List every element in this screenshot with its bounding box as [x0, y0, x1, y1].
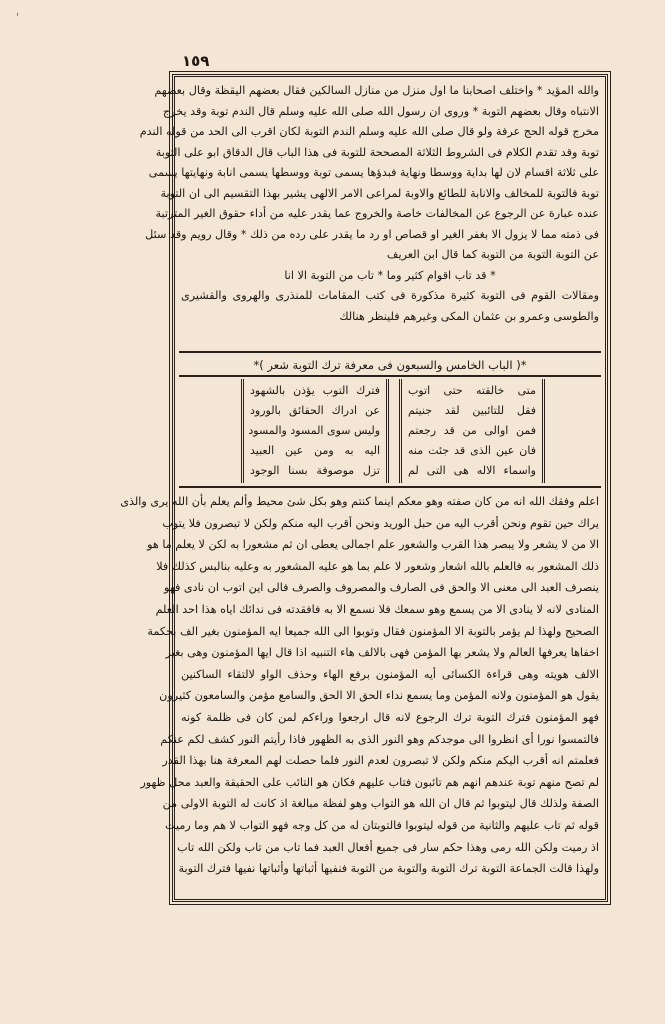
scan-speck: '	[16, 12, 19, 23]
text-line: يقول هو المؤمنون ولانه المؤمن وما يسمع نداء الحق الا الحق والسامع مؤمن والسامعون كثيرون	[159, 689, 599, 703]
text-line: اخفاها يعرفها العالم ولا يشعر بها المؤمن فهى بالالف هاء التنبيه اذا قال ايها المؤمنون وهى بغير	[165, 646, 599, 660]
text-line: الانتباه وقال بعضهم التوبة * وروى ان رسول الله صلى الله عليه وسلم قال الندم توبة وقد يخرج	[162, 104, 599, 118]
text-line: والله المؤيد * واختلف اصحابنا ما اول منزل من منازل السالكين فقال بعضهم اليقظة وقال بعضهم	[154, 84, 599, 97]
text-line: الالف هويته وهى قراءة الكسائى أيه المؤمنون برفع الهاء وحذف الواو لالتقاء الساكنين	[181, 667, 599, 681]
poem-hemistich: فترك التوب يؤذن بالشهود	[250, 384, 380, 397]
text-line: يراك حين تقوم ونحن أقرب اليه من حبل الوريد ونحن أقرب اليه منكم ولكن لا تبصرون فلا يتوب	[162, 516, 599, 530]
text-line: فالتمسوا نورا أى انظروا الى موجدكم وهو النور الذى به الظهور فاذا رأيتم النور كشف لكم عنكم	[160, 732, 599, 746]
text-line: قوله ثم تاب عليهم والثانية من قوله ليتوبوا فالتوبتان له من كل وجه فهو التواب لا هم وما رميت	[164, 818, 599, 832]
poem-hemistich: فمن اوالى من قد رجعتم	[408, 424, 536, 437]
text-line: ومقالات القوم فى التوبة كثيرة مذكورة فى كتب المقامات للمنذرى والهروى والقشيرى	[181, 289, 599, 302]
top-text-block	[139, 81, 599, 327]
chapter-heading: *( الباب الخامس والسبعون فى معرفة ترك التوبة شعر )*	[253, 358, 527, 372]
page-frame	[120, 74, 608, 902]
text-line: الصفة ولذلك قال ليتوبوا ثم قال ان الله هو التواب وهو لفظة مبالغة اذ كانت له التوبة الاولى من	[162, 797, 599, 811]
text-line: فى ذمته مما لا يزول الا بغفر الغير او قصاص او رد ما يقدر على رده من ذلك * وقال رويم وقد سئل	[145, 227, 599, 241]
text-line: اذ رميت ولكن الله رمى وهذا حكم سار فى جميع أفعال العبد فما تاب من تاب ولكن الله تاب	[177, 840, 599, 854]
poem-hemistich: تزل موصوفة بسنا الوجود	[250, 464, 380, 477]
text-line: اعلم وفقك الله انه من كان صفته وهو معكم اينما كنتم وهو بكل شئ محيط وألم يعلم بأن الله يرى والذى	[120, 495, 599, 508]
poem-right-column	[399, 379, 545, 483]
poem-hemistich: متى خالقته حتى اتوب	[408, 384, 536, 397]
poem-hemistich: اليه به ومن عين العبيد	[250, 444, 380, 457]
text-line: ذلك المشعور به فالعلم بالله اشعار وشعور لا علم بما هو عليه المشعور به وعليه بنالبس كذلك فلا	[156, 559, 599, 573]
poem-hemistich: عن ادراك الحقائق بالورود	[250, 404, 380, 417]
poem-hemistich: واسماء الاله هى التى لم	[408, 464, 536, 477]
text-line: فعلمتم انه أقرب اليكم منكم ولكن لا تبصرون لعدم النور فلما حصلت لهم المعرفة هنا بهذا القدر	[162, 754, 599, 768]
text-line: توبة وقد تقدم الكلام فى الشروط الثلاثة المصححة للتوبة فى هذا الباب قال الدقاق ابو على التوبة	[155, 145, 599, 159]
text-line: توبة فالتوبة للمخالف والانابة للطائع والاوبة لمراعى الامر الالهى يشير بهذا التقسيم الى ان التوبة	[160, 186, 599, 200]
text-line: عن التوبة التوبة من التوبة كما قال ابن العريف	[386, 248, 599, 261]
text-line: الا من لا يشعر ولا يبصر هذا القرب والشعور علم اجمالى يعطى ان ثم مشعورا به لكن لا يعلم ما هو	[147, 538, 599, 552]
poem-left-column	[241, 379, 389, 483]
text-line: فهو المؤمنون فترك التوبة ترك الرجوع لانه قال ارجعوا وراءكم لمن كان فى ظلمة كونه	[181, 710, 599, 724]
divider	[179, 375, 601, 377]
text-line: الصحيح ولهذا لم يؤمر بالتوبة الا المؤمنون فقال وتوبوا الى الله جميعا ايه المؤمنون بغير الف بحكمة	[147, 624, 599, 638]
divider	[179, 486, 601, 488]
verse-line: * قد تاب اقوام كثير وما * تاب من التوبة الا انا	[284, 268, 496, 282]
text-line: ولهذا قالت الجماعة التوبة ترك التوبة والتوبة من التوبة فنفيها أثباتها وأثباتها نفيها فترك التوبة	[178, 862, 599, 876]
poem-hemistich: فقل للتائبين لقد جنيتم	[408, 404, 536, 417]
page-number: ١٥٩	[182, 52, 210, 70]
text-line: لم تصح منهم توبة عندهم انهم هم تائبون فتاب عليهم فكان هو التائب على الحقيقة والعبد محل ظهور	[140, 775, 599, 789]
text-line: والطوسى وعمرو بن عثمان المكى وغيرهم فلينظر هنالك	[339, 309, 599, 323]
poem-hemistich: فان عين الذى قد جئت منه	[408, 444, 536, 457]
poem-hemistich: وليس سوى المسود والمسود	[248, 424, 380, 437]
text-line: المنادى لانه لا ينادى الا من يسمع وهو سمعك فلا نسمع الا به فافقدته فى ندائك اياه هذا احد العلم	[155, 602, 599, 616]
text-line: على ثلاثة اقسام لان لها بداية ووسطا ونهاية فبدؤها يسمى توبة ووسطها يسمى انابة ونهايتها يسمى	[148, 166, 599, 179]
text-line: عنده عبارة عن الرجوع عن المخالفات خاصة والخروج عما يقدر عليه من أداء حقوق الغير المترتبة	[155, 207, 599, 220]
text-line: ينصرف العبد الى معنى الا والحق فى الصارف والمصروف والصرف فالى اين اتوب ان نادى فهو	[164, 581, 599, 595]
divider	[179, 351, 601, 353]
bottom-text-block	[120, 491, 599, 880]
text-line: مخرج قوله الحج عرفة ولو قال صلى الله عليه وسلم الندم التوبة لكان اقرب الى الحد من قوله الندم	[139, 125, 599, 138]
